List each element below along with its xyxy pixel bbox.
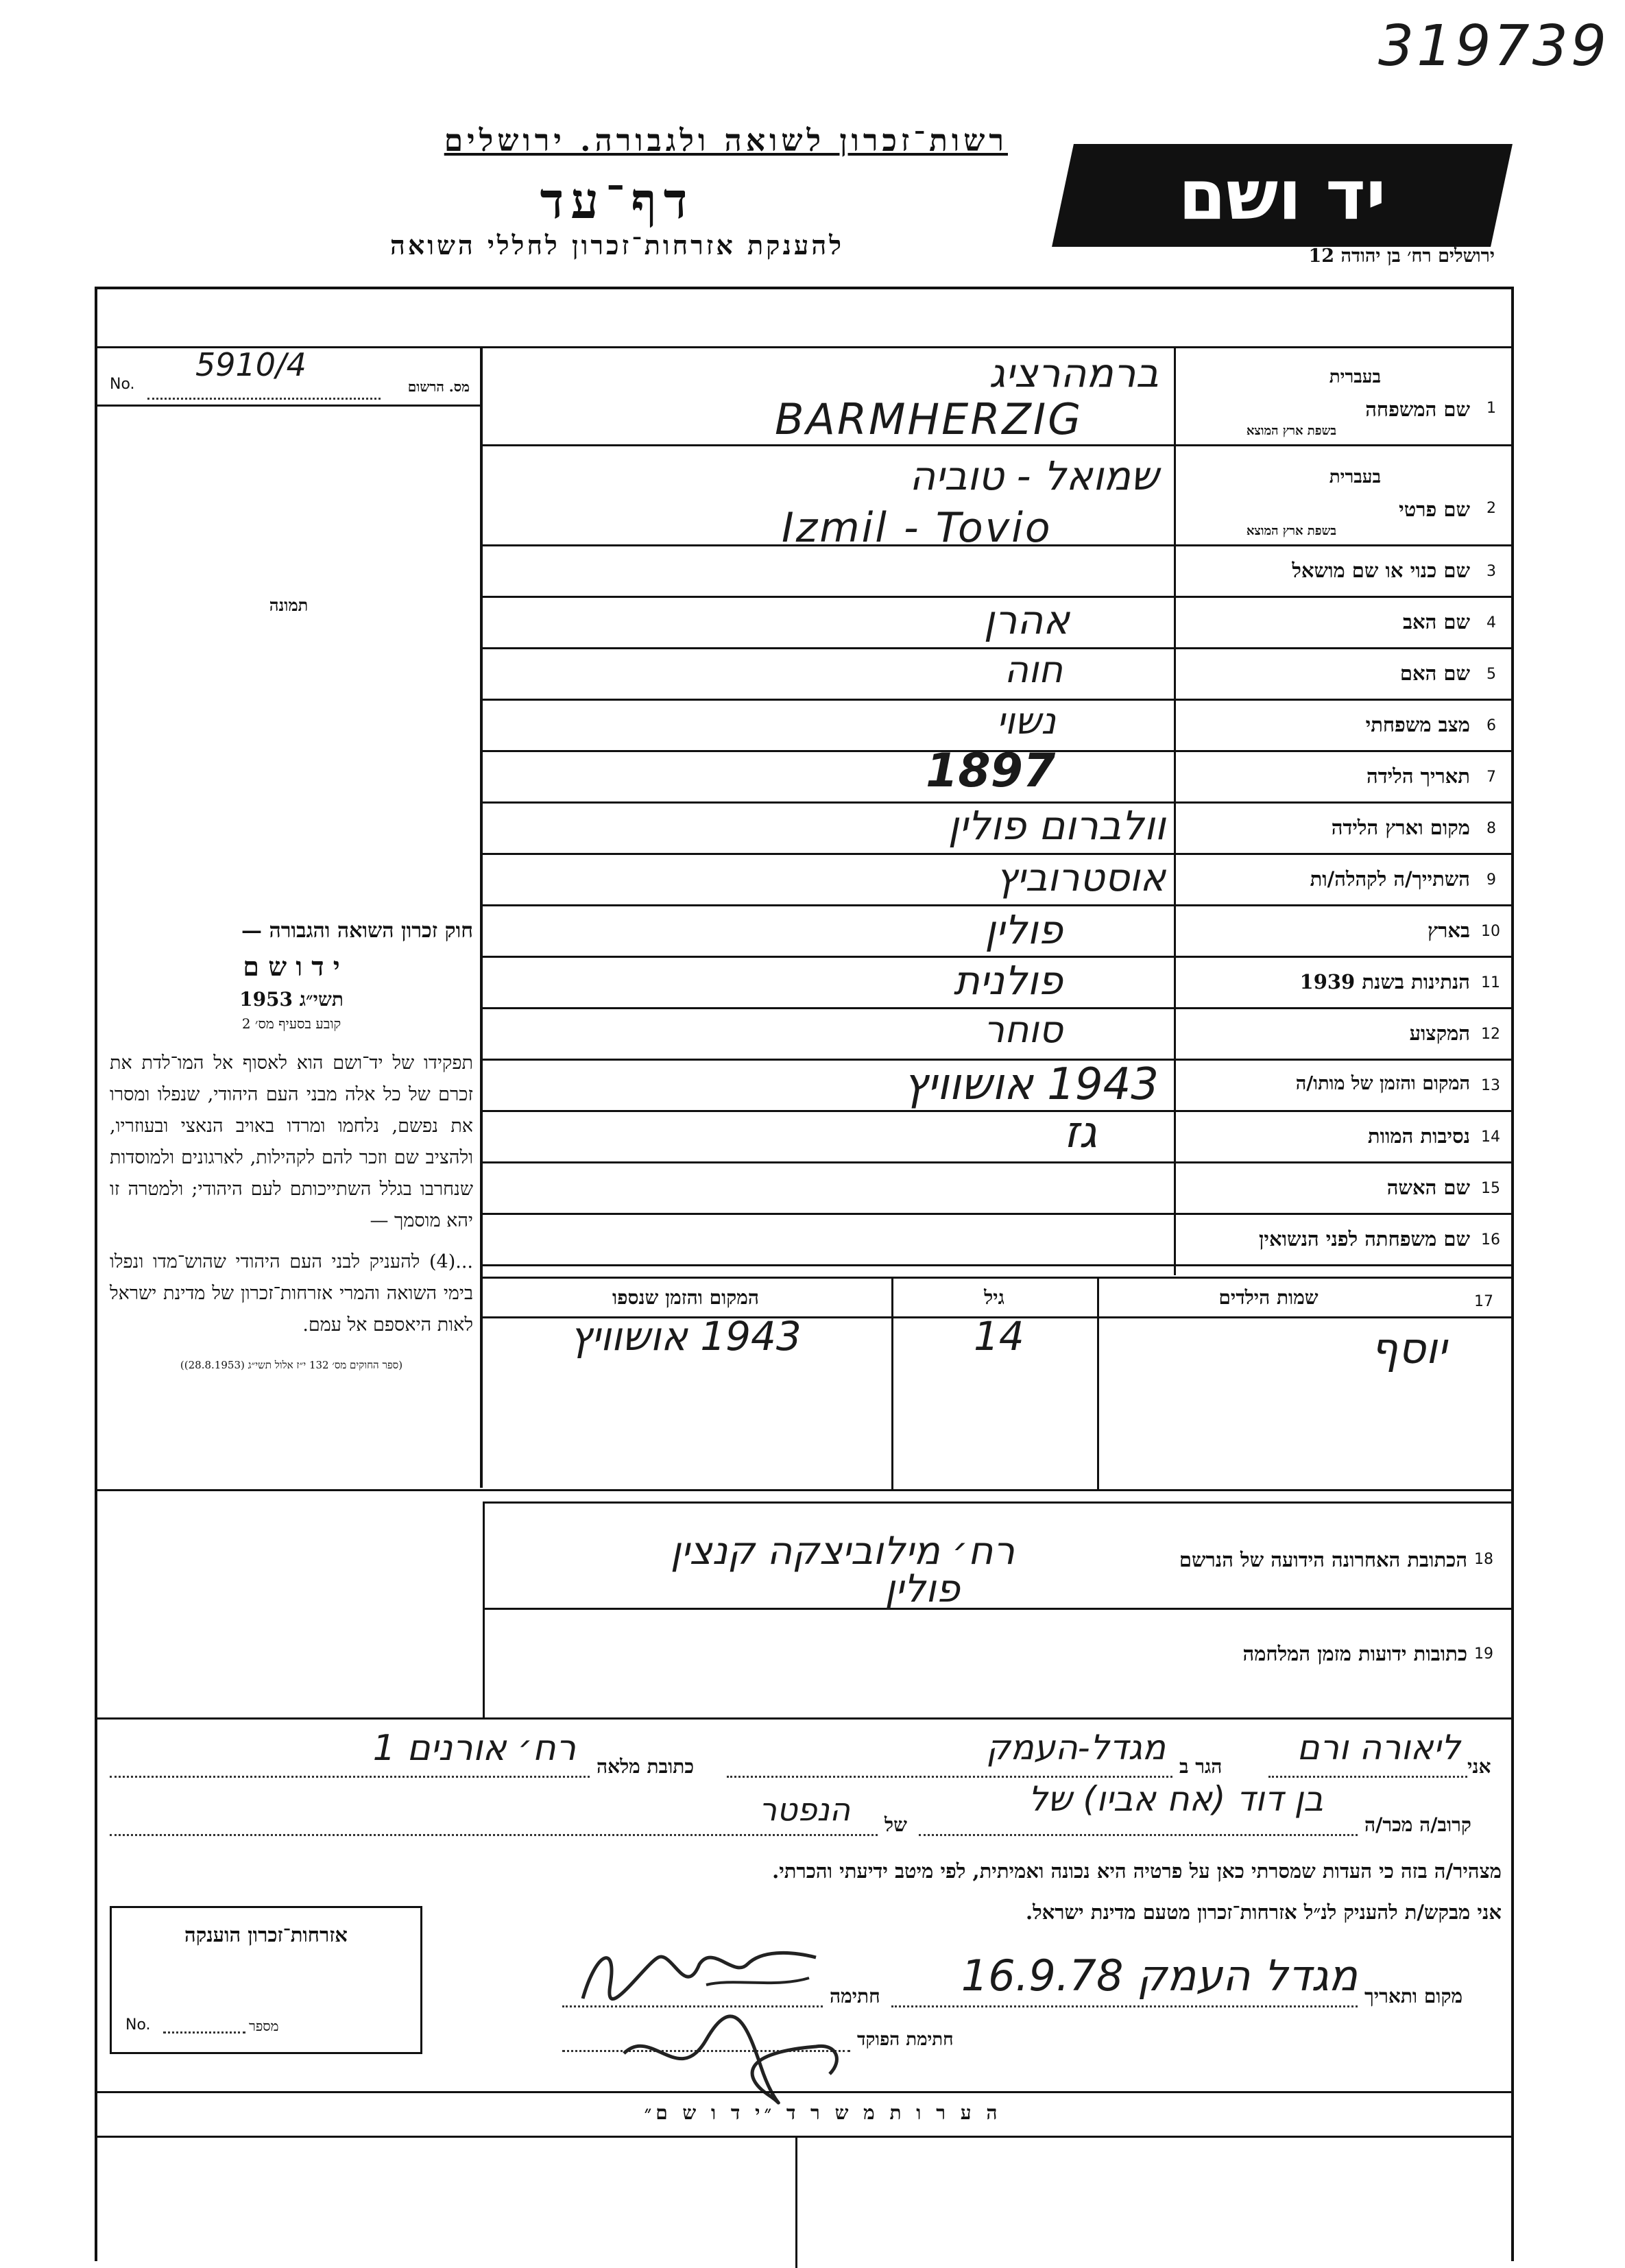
place-date-value[interactable]: מגדל העמק 16.9.78 [961,1951,1358,2001]
notes-center-divider [795,2136,797,2268]
field-row-1 [1176,346,1511,446]
field-12-label: המקצוע [1409,1022,1470,1045]
field-2-lang2: בשפת ארץ המוצא [1246,524,1336,538]
children-col-divider-1 [891,1277,893,1489]
signature-label: חתימה [830,1985,880,2007]
field-5-label: שם האם [1399,662,1470,685]
declaration-relative-label: קרוב/ה מכר/ה [1364,1813,1471,1836]
children-row-number: 17 [1474,1293,1493,1310]
field-6-label: מצב משפחתי [1365,713,1470,736]
field-14-value[interactable]: גז [1063,1107,1097,1158]
field-14-number: 14 [1481,1129,1500,1146]
field-2-number: 2 [1486,500,1496,517]
law-title: חוק זכרון השואה והגבורה — [241,919,473,943]
stamp-title: אזרחות־זכרון הוענקה [184,1923,348,1946]
law-clause: קובע בסעיף מס׳ 2 [241,1015,341,1032]
declaration-gar-line [727,1776,1172,1778]
stamp-no: No. [125,2016,151,2034]
simple-field-labels [1176,546,1511,1266]
field-row-12 [1176,1009,1511,1061]
stamp-number-line [163,2031,245,2034]
address-box-bottom [95,1717,1514,1720]
field-16-label: שם משפחתה לפני הנשואין [1259,1227,1470,1251]
children-bottom-line [95,1489,1514,1491]
logo-address: ירושלים רח׳ בן יהודה 12 [1308,245,1495,267]
field-row-14 [1176,1112,1511,1163]
field-10-label: בארץ [1428,919,1470,942]
official-signature[interactable] [610,2012,857,2115]
registration-no: No. [110,376,135,393]
field-11-label: הנתינות בשנת 1939 [1299,970,1470,993]
archive-number: 319739 [1378,14,1610,79]
declaration-line-2: אני מבקש/ת להעניק לנ״ל אזרחות־זכרון מטעם מדינת ישראל. [1026,1901,1502,1924]
law-year: תשי״ג 1953 [239,988,344,1011]
field-row-15 [1176,1163,1511,1215]
address-19-number: 19 [1474,1645,1493,1663]
registration-line [147,398,381,400]
field-row-3 [1176,546,1511,598]
field-7-label: תאריך הלידה [1367,764,1470,788]
field-2-label: שם פרטי [1399,498,1470,521]
declaration-ani-label: אני [1467,1755,1491,1778]
field-row-9 [1176,855,1511,906]
field-1-number: 1 [1486,400,1496,417]
field-row-4 [1176,598,1511,649]
field-row-10 [1176,906,1511,958]
declaration-line-1: מצהיר/ה בזה כי העדות שמסרתי כאן על פרטיה היא נכונה ואמיתית, לפי מיטב ידיעתי והכרתי. [772,1859,1502,1883]
stamp-number-label: מספר [249,2018,279,2034]
children-place-header: המקום והזמן שנספו [612,1286,759,1309]
children-header-line-top [483,1277,1511,1279]
photo-placeholder [97,407,480,907]
field-8-label: מקום וארץ הלידה [1331,816,1470,839]
field-12-value[interactable]: סוחר [983,1008,1063,1051]
field-1-value-hebrew[interactable]: ברמהרציג [989,350,1159,396]
form-subtitle: להענקת אזרחות־זכרון לחללי השואה [389,230,845,261]
address-box-top [483,1501,1511,1504]
field-1-label: שם המשפחה [1365,398,1470,421]
field-row-11 [1176,958,1511,1009]
frame-top [95,287,1514,289]
place-date-line [891,2005,1358,2007]
field-row-2 [1176,446,1511,546]
declaration-name-value[interactable]: ליאורה ורם [1297,1728,1460,1768]
field-16-number: 16 [1481,1231,1500,1248]
field-3-label: שם כנוי או שם מושאל [1292,559,1470,582]
declaration-ani-line [1268,1776,1467,1778]
citizenship-stamp-box [110,1906,422,2054]
field-3-number: 3 [1486,563,1496,580]
declaration-gar-label: הגר ב [1179,1755,1223,1778]
declaration-address-value[interactable]: רח׳ אורנים 1 [372,1728,576,1769]
field-12-number: 12 [1481,1026,1500,1043]
address-box-mid [483,1608,1511,1610]
field-5-value[interactable]: חוה [1004,648,1063,691]
declaration-shel-value[interactable]: הנפטר [759,1791,850,1828]
declaration-relation-value[interactable]: בן דוד (אח אביו) של [1028,1779,1323,1819]
logo-text: יד ושם [1178,155,1386,235]
field-1-value-latin[interactable]: BARMHERZIG [775,394,1083,444]
address-18-number: 18 [1474,1551,1493,1568]
field-8-value[interactable]: וולברום פולין [948,802,1166,849]
field-7-number: 7 [1486,769,1496,786]
field-8-number: 8 [1486,820,1496,837]
declaration-address-line [110,1776,590,1778]
field-15-label: שם האשה [1386,1176,1470,1199]
field-2-value-hebrew[interactable]: שמואל - טוביה [909,453,1159,499]
law-block [110,919,473,1372]
official-signature-label: חתימת הפוקד [857,2029,954,2050]
address-18-label: הכתובת האחרונה הידועה של הנרשם [1179,1548,1467,1571]
declaration-relative-line [919,1834,1358,1836]
field-5-number: 5 [1486,666,1496,683]
field-11-number: 11 [1481,974,1500,991]
field-6-value[interactable]: נשוי [996,699,1056,743]
declarant-signature[interactable] [569,1937,830,2012]
field-11-value[interactable]: פולנית [953,957,1063,1004]
field-10-number: 10 [1481,923,1500,940]
field-1-lang1: בעברית [1329,367,1381,387]
form-title: דף־עד [540,171,695,230]
child-name-value[interactable]: יוסף [1371,1323,1447,1373]
field-row-16 [1176,1215,1511,1266]
registration-number: 5910/4 [195,346,306,383]
photo-label: תמונה [269,595,309,615]
field-7-value[interactable]: 1897 [926,744,1056,798]
field-1-lang2: בשפת ארץ המוצא [1246,424,1336,438]
field-13-number: 13 [1481,1077,1500,1094]
field-4-label: שם האב [1402,610,1470,634]
field-row-6 [1176,701,1511,752]
field-row-8 [1176,804,1511,855]
field-2-lang1: בעברית [1329,467,1381,487]
field-2-value-latin[interactable]: Izmil - Tovio [782,504,1052,552]
field-9-label: השתייך/ה לקהלה/ות [1310,867,1470,891]
address-19-label: כתובות ידועות מזמן המלחמה [1242,1642,1467,1665]
office-notes-label: ה ע ר ו ת מ ש ר ד ״י ד ו ש ם״ [644,2101,1002,2124]
child-place-value[interactable]: 1943 אושוויץ [570,1313,802,1360]
field-15-number: 15 [1481,1180,1500,1197]
field-9-value[interactable]: אוסטרוביץ [996,856,1166,900]
declaration-shel-label: של [884,1813,907,1836]
law-text-1: תפקידו של יד־ושם הוא לאסוף אל המו־לדת את זכרם של כל אלה מבני העם היהודי, שנפלו ומסרו את נפשם, נלחמו ומרדו באויב הנאצי ובעוזריו, ולהציב שם וזכר להם לקהילות, לארגונים ולמוסדות שנחרבו בגלל השתייכותם לעם היהודי; ולמטרה זו יהא מוסמך — [110,1052,473,1231]
address-18-value[interactable]: רח׳ מילוביצקה קנצין [670,1529,1015,1573]
frame-right [1511,287,1514,2261]
children-age-header: גיל [984,1286,1004,1309]
field-14-label: נסיבות המוות [1367,1124,1470,1148]
field-row-13 [1176,1061,1511,1112]
yad-vashem-logo [1052,144,1513,247]
field-row-7 [1176,752,1511,804]
law-text-2: ...(4) להעניק לבני העם היהודי שהוש־מדו ונפלו בימי השואה והמרי אזרחות־זכרון של מדינת ישראל לאות היאספם אל עמם. [110,1251,473,1336]
children-names-header: שמות הילדים [1218,1286,1319,1309]
field-13-label: המקום והזמן של מותו/ה [1295,1073,1470,1094]
field-10-value[interactable]: פולין [985,906,1063,953]
law-name: י ד ו ש ם [243,951,340,982]
authority-title: רשות־זכרון לשואה ולגבורה. ירושלים [444,123,1008,158]
law-reference: (ספר החוקים מס׳ 132 י״ז אלול תשי״ג (28.8.1953)) [180,1359,403,1371]
notes-header-line [95,2136,1514,2138]
field-4-value[interactable]: אהרן [983,596,1070,643]
field-row-5 [1176,649,1511,701]
registration-label: מס. הרשום [407,378,470,395]
field-13-value[interactable]: 1943 אושוויץ [903,1059,1159,1110]
field-4-number: 4 [1486,614,1496,631]
notes-top-line [95,2091,1514,2093]
declaration-address-label: כתובת מלאה [597,1755,695,1778]
field-6-number: 6 [1486,717,1496,734]
address-18-value-2[interactable]: פולין [884,1567,960,1611]
declaration-residence-value[interactable]: מגדל-העמק [986,1728,1166,1768]
children-col-divider-2 [1097,1277,1099,1489]
declaration-shel-line [110,1834,878,1836]
child-age-value[interactable]: 14 [974,1313,1024,1360]
place-date-label: מקום ותאריך [1364,1985,1463,2007]
field-9-number: 9 [1486,871,1496,889]
